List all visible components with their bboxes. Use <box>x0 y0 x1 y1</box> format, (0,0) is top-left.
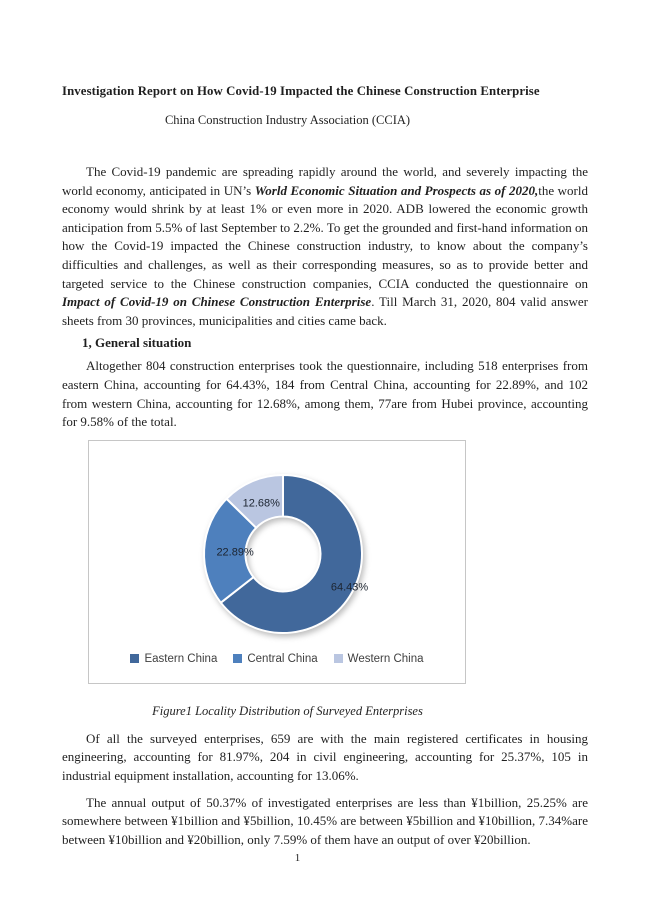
legend-swatch <box>233 654 242 663</box>
legend-swatch <box>130 654 139 663</box>
annual-output-paragraph: The annual output of 50.37% of investigated enterprises are less than ¥1billion, 25.25% are somewhere between ¥1billion and ¥5billion, 10.45% are between ¥5billion and ¥10billion, 7.34%are between ¥10billion and ¥20billion, only 7.59% of them have an output of over ¥20billion. <box>62 794 588 847</box>
intro-text-1: The Covid-19 pandemic are spreading rapidly around the world, and severely impacting the world economy, anticipated in UN’s <box>62 164 588 198</box>
slice-label-western-china: 12.68% <box>242 497 280 510</box>
intro-report-title-un: World Economic Situation and Prospects as of 2020, <box>254 182 539 198</box>
donut-chart-svg <box>89 441 465 683</box>
legend-label-central-china: Central China <box>247 652 318 665</box>
intro-paragraph <box>62 163 588 330</box>
legend-label-eastern-china: Eastern China <box>144 652 218 665</box>
intro-questionnaire-title: Impact of Covid-19 on Chinese Construction Enterprise <box>62 294 372 310</box>
general-situation-paragraph: Altogether 804 construction enterprises took the questionnaire, including 518 enterprises from eastern China, accounting for 64.43%, 184 from Central China, accounting for 22.89%, and 102 from western China, accounting for 12.68%, among them, 77are from Hubei province, accounting for 9.58% of the total. <box>62 358 588 430</box>
legend-item-central-china <box>233 653 317 665</box>
chart-legend <box>89 653 465 665</box>
intro-text-2: the world economy would shrink by at least 1% or even more in 2020. ADB lowered the economic growth anticipation from 5.5% of last September to 2.2%. To get the grounded and first-hand information on how the Covid-19 impacted the Chinese construction industry, to know about the company’s difficulties and challenges, as well as their corresponding measures, so as to provide better and targeted service to the Chinese construction companies, CCIA conducted the questionnaire on <box>62 182 588 291</box>
document-title: Investigation Report on How Covid-19 Impacted the Chinese Construction Enterprise <box>62 84 540 98</box>
legend-item-western-china <box>334 653 424 665</box>
slice-label-central-china: 22.89% <box>216 546 254 559</box>
figure1-caption: Figure1 Locality Distribution of Surveyed Enterprises <box>152 703 423 718</box>
document-subtitle: China Construction Industry Association (CCIA) <box>164 113 411 127</box>
legend-label-western-china: Western China <box>347 652 424 665</box>
certificates-paragraph: Of all the surveyed enterprises, 659 are with the main registered certificates in housing engineering, accounting for 81.97%, 204 in civil engineering, accounting for 25.37%, 105 in industrial equipment installation, accounting for 13.06%. <box>62 730 588 783</box>
slice-label-eastern-china: 64.43% <box>330 581 369 594</box>
legend-swatch <box>334 654 343 663</box>
figure1-chart-box <box>88 440 466 684</box>
page-number: 1 <box>294 852 301 865</box>
section-heading-general-situation: 1, General situation <box>82 335 192 351</box>
legend-item-eastern-china <box>130 653 217 665</box>
intro-text-3: . Till March 31, 2020, 804 valid answer sheets from 30 provinces, municipalities and cities came back. <box>62 294 588 328</box>
